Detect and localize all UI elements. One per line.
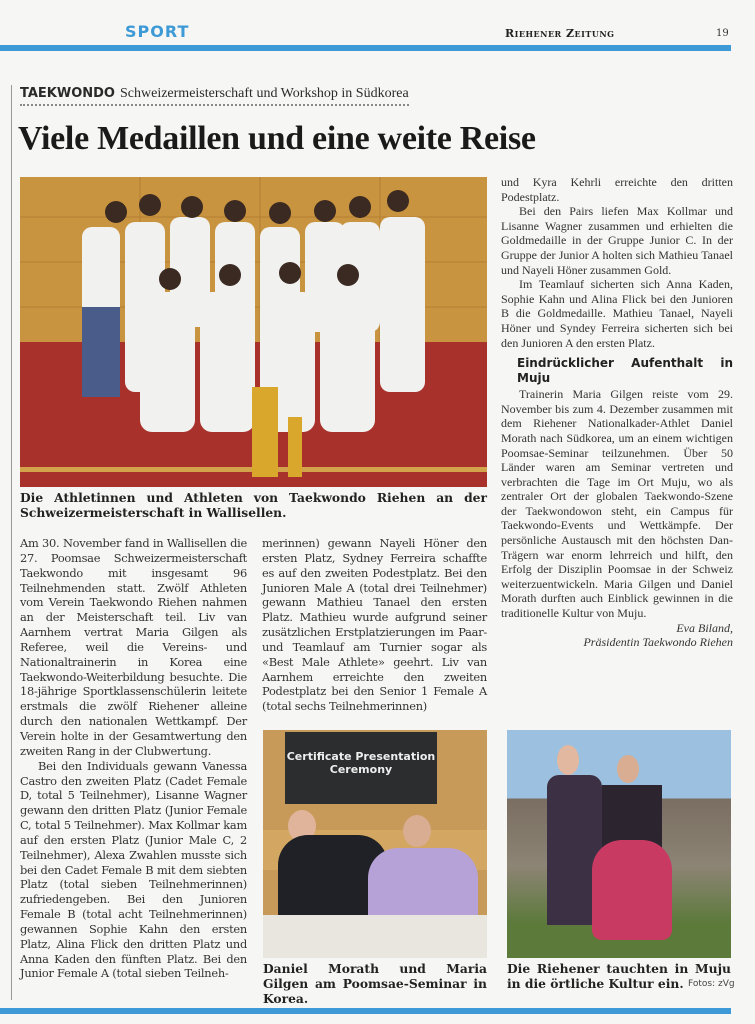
photo-credit: Fotos: zVg bbox=[688, 979, 735, 989]
seminar-photo-caption: Daniel Morath und Maria Gilgen am Poomsae-Seminar in Korea. bbox=[263, 961, 487, 1006]
article-column-3 bbox=[501, 175, 733, 650]
top-rule bbox=[0, 45, 731, 51]
bottom-rule bbox=[0, 1008, 731, 1014]
paragraph: und Kyra Kehrli erreichte den dritten Podestplatz. bbox=[501, 175, 733, 204]
kicker bbox=[20, 86, 409, 106]
paragraph: Trainerin Maria Gilgen reiste vom 29. November bis zum 4. Dezember zusammen mit dem Riehener Nationalkader-Athlet Daniel Morath nach Südkorea, um an einem wichtigen Poomsae-Seminar teilzunehmen. Über 50 Länder waren am Seminar vertreten und verbrachten die Tage im Ort Muju, wo als zentraler Ort der globalen Taekwondo-Szene der Taekwondowon steht, ein Campus für Taekwondo-Events und Wettkämpfe. Der persönliche Austausch mit den höchsten Dan-Trägern war enorm lehrreich und hilft, den Erfolg der Disziplin Poomsae in der Schweiz weiterzuentwickeln. Maria Gilgen und Daniel Morath durften auch Einblick gewinnen in die traditionelle Kultur von Muju. bbox=[501, 387, 733, 621]
kicker-topic: TAEKWONDO bbox=[20, 86, 115, 101]
author-name: Eva Biland, bbox=[676, 620, 733, 635]
presentation-screen: Certificate Presentation Ceremony bbox=[285, 732, 437, 804]
paragraph: Im Teamlauf sicherten sich Anna Kaden, Sophie Kahn und Alina Flick bei den Junioren B die Goldmedaille. Mathieu Tanael, Nayeli Höner und Syndey Ferreira sicherten sich bei den Junioren A den ersten Platz. bbox=[501, 277, 733, 350]
subheading: Eindrücklicher Aufenthalt in Muju bbox=[517, 356, 733, 386]
paragraph: merinnen) gewann Nayeli Höner den ersten Platz, Sydney Ferreira schaffte es auf den zweiten Podestplatz. Bei den Junioren Male A (total drei Teilnehmer) gewann Mathieu Tanael den ersten Platz. Mathieu wurde aufgrund seiner zusätzlichen Erstplatzierungen im Paar- und Teamlauf am Turnier sogar als «Best Male Athlete» geehrt. Liv van Aarnhem erreichte den zweiten Podestplatz bei den Senior 1 Female A (total sechs Teilnehmerinnen) bbox=[262, 536, 487, 714]
page-number: 19 bbox=[716, 28, 729, 39]
culture-photo bbox=[507, 730, 731, 958]
kicker-subtitle: Schweizermeisterschaft und Workshop in Südkorea bbox=[120, 86, 409, 101]
newspaper-name: Riehener Zeitung bbox=[505, 27, 615, 40]
team-photo-image bbox=[20, 177, 487, 487]
team-photo bbox=[20, 177, 487, 487]
team-photo-caption: Die Athletinnen und Athleten von Taekwondo Riehen an der Schweizermeisterschaft in Wallisellen. bbox=[20, 490, 487, 520]
headline: Viele Medaillen und eine weite Reise bbox=[18, 120, 536, 157]
paragraph: Bei den Pairs liefen Max Kollmar und Lisanne Wagner zusammen und erhielten die Goldmedaille in der Gruppe Junior C. In der Gruppe der Junior A holten sich Mathieu Tanael und Nayeli Höner zusammen Gold. bbox=[501, 204, 733, 277]
article-column-1 bbox=[20, 536, 247, 981]
paragraph: Am 30. November fand in Wallisellen die 27. Poomsae Schweizermeisterschaft Taekwondo mit insgesamt 96 Teilnehmenden statt. Zwölf Athleten vom Verein Taekwondo Riehen nahmen an der Meisterschaft teil. Liv van Aarnhem vertrat Maria Gilgen als Referee, weil die Vereins- und Nationaltrainerin in Korea eine Taekwondo-Weiterbildung besuchte. Die 18-jährige Sportklassenschülerin leitete erstmals die zwölf Riehener alleine durch den nationalen Wettkampf. Der Verein holte in der Gesamtwertung den zweiten Rang in der Clubwertung. bbox=[20, 536, 247, 758]
seminar-photo bbox=[263, 730, 487, 958]
article-column-2 bbox=[262, 536, 487, 714]
left-rule bbox=[11, 85, 12, 1000]
section-label: SPORT bbox=[125, 22, 190, 41]
author-role: Präsidentin Taekwondo Riehen bbox=[583, 635, 733, 650]
culture-photo-caption: Die Riehener tauchten in Muju in die örtliche Kultur ein. bbox=[507, 961, 731, 991]
paragraph: Bei den Individuals gewann Vanessa Castro den zweiten Platz (Cadet Female D, total 5 Teilnehmer), Lisanne Wagner gewann den dritten Platz (Junior Female C, total 5 Teilnehmer). Max Kollmar kam auf den ersten Platz (Junior Male C, 2 Teilnehmer), Alexa Zwahlen musste sich bei den Cadet Female B mit dem siebten Platz (total sieben Teilnehmerinnen) zufriedengeben. Bei den Junioren Female B (total acht Teilnehmerinnen) gewannen Sophie Kahn den ersten Platz, Alina Flick den dritten Platz und Anna Kaden den fünften Platz. Bei den Junior Female A (total sieben Teilneh- bbox=[20, 758, 247, 981]
